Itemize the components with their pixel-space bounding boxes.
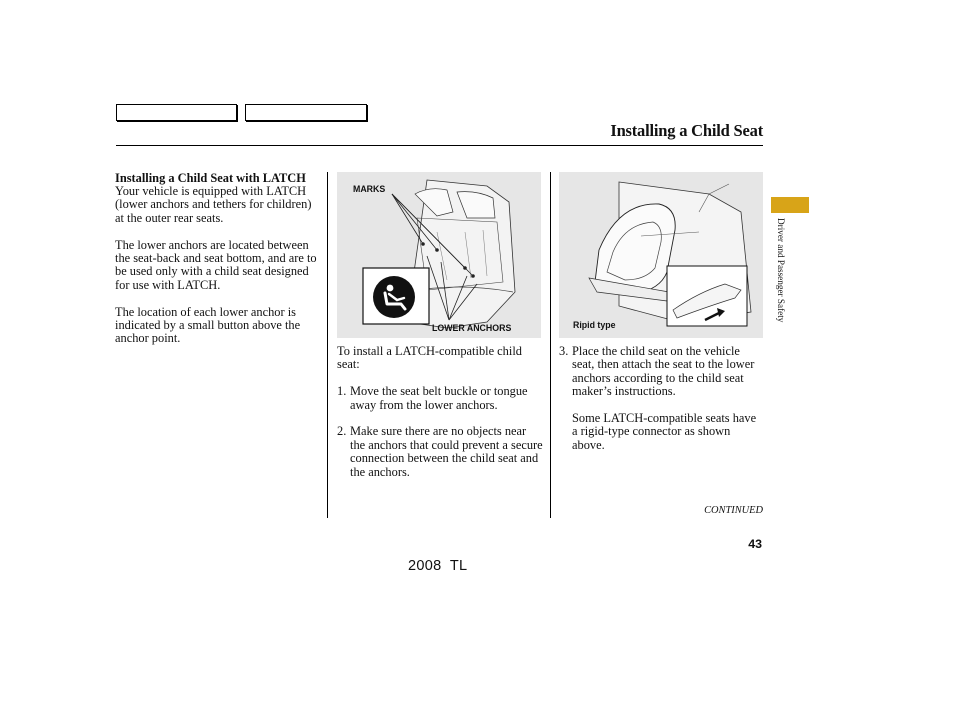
- nav-box-left: [116, 104, 237, 121]
- intro-paragraph: To install a LATCH-compatible child seat:: [337, 344, 522, 372]
- page-number: 43: [748, 537, 762, 551]
- note-paragraph: Some LATCH-compatible seats have a rigid-type connector as shown above.: [572, 411, 757, 452]
- marks-label: MARKS: [353, 184, 386, 194]
- step-text: Place the child seat on the vehicle seat, then attach the seat to the lower anchors according to the child seat maker’s instructions.: [572, 344, 755, 399]
- page-title: Installing a Child Seat: [610, 121, 763, 140]
- child-seat-symbol-icon: [373, 276, 415, 318]
- section-heading: Installing a Child Seat with LATCH: [115, 171, 306, 185]
- step-number: 3.: [559, 344, 569, 358]
- column-1: [115, 172, 321, 359]
- header-rule: [116, 145, 763, 146]
- step-text: Move the seat belt buckle or tongue away from the lower anchors.: [350, 384, 528, 412]
- section-tab: [771, 197, 809, 213]
- step-text: Make sure there are no objects near the anchors that could prevent a secure connection between the child seat and the anchors.: [350, 424, 543, 479]
- child-seat-figure: [559, 172, 763, 338]
- column-divider-2: [550, 172, 551, 518]
- paragraph: The lower anchors are located between the seat-back and seat bottom, and are to be used only with a child seat designed for use with LATCH.: [115, 237, 317, 292]
- step-number: 2.: [337, 424, 347, 439]
- paragraph: The location of each lower anchor is indicated by a small button above the anchor point.: [115, 304, 301, 346]
- rear-seat-figure: [337, 172, 541, 338]
- step-1: [337, 385, 543, 412]
- section-label: Driver and Passenger Safety: [776, 218, 786, 323]
- child-seat-illustration: [559, 172, 763, 338]
- continued-label: CONTINUED: [704, 505, 763, 516]
- paragraph: Your vehicle is equipped with LATCH (lower anchors and tethers for children) at the outer rear seats.: [115, 184, 312, 225]
- step-3: [559, 345, 761, 399]
- column-2: [337, 345, 543, 479]
- column-divider-1: [327, 172, 328, 518]
- lower-anchors-label: LOWER ANCHORS: [432, 323, 512, 333]
- step-2: [337, 425, 543, 479]
- model-label: 2008 TL: [408, 558, 468, 574]
- nav-box-right: [245, 104, 367, 121]
- rear-seat-illustration: [337, 172, 541, 338]
- column-3: [559, 345, 761, 466]
- rigid-type-label: Ripid type: [573, 320, 616, 330]
- step-number: 1.: [337, 384, 347, 399]
